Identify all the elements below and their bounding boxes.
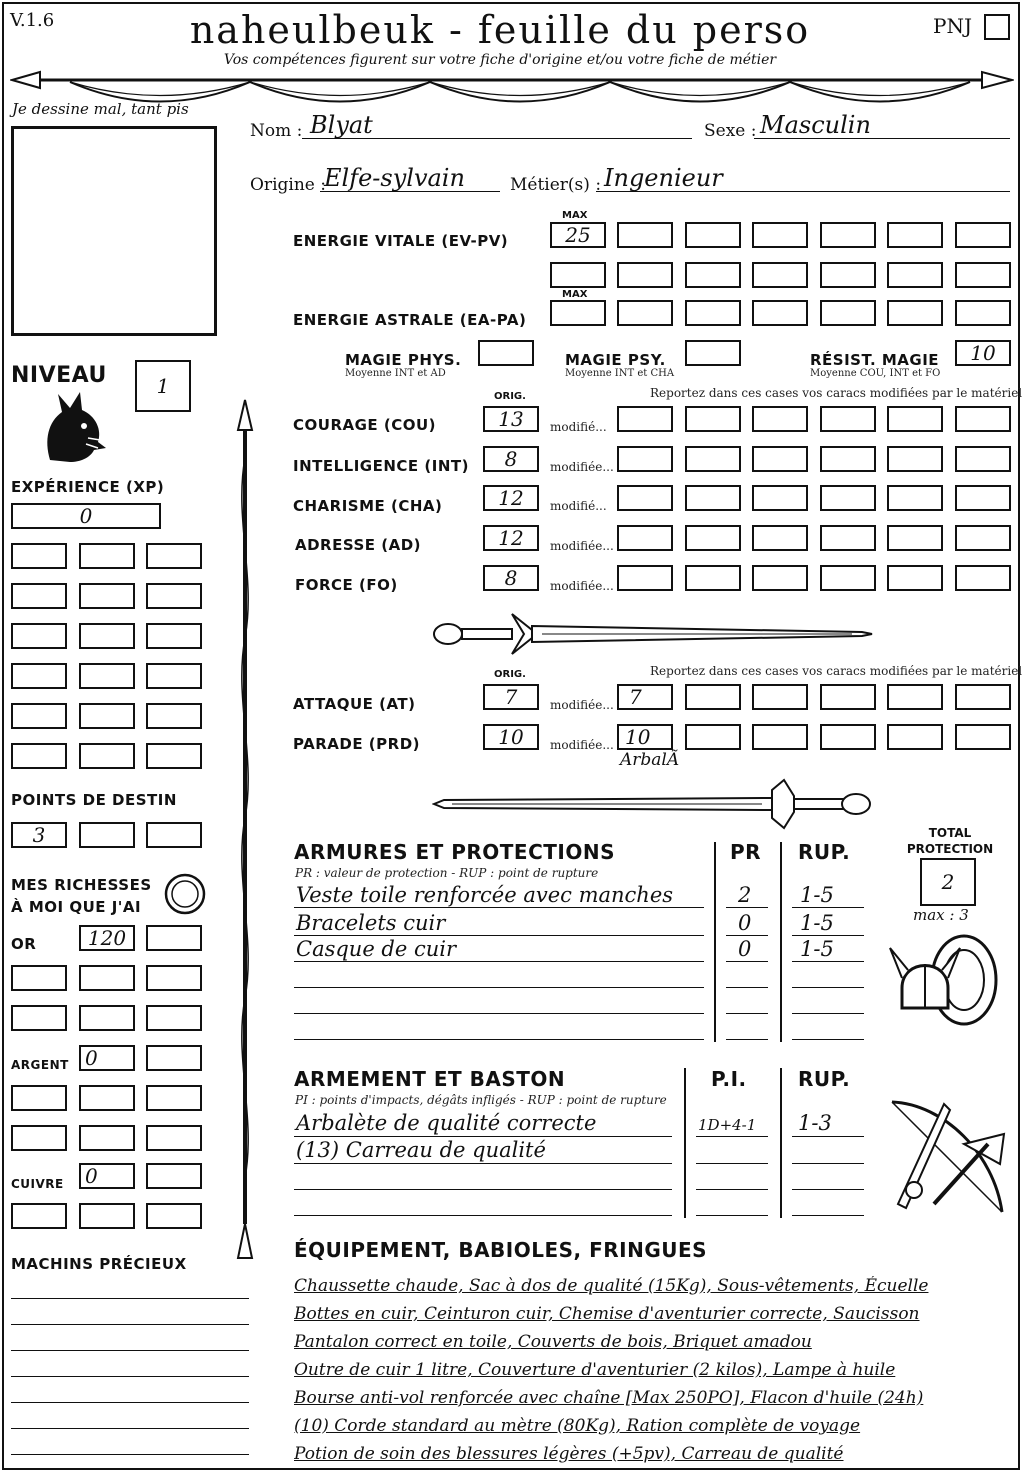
spear-icon (228, 398, 262, 1262)
precious-line[interactable] (11, 1324, 249, 1325)
parry-orig-box[interactable]: 10 (483, 724, 539, 750)
attack-label: ATTAQUE (AT) (293, 695, 416, 713)
silver-box[interactable] (146, 1045, 202, 1071)
resist-magic-note: Moyenne COU, INT et FO (810, 368, 941, 379)
weapon-row-line (294, 1163, 672, 1164)
ea-label: ENERGIE ASTRALE (EA-PA) (293, 311, 527, 329)
ev-box[interactable] (820, 222, 876, 248)
stat-label-adresse: ADRESSE (AD) (295, 536, 422, 554)
ev-box[interactable] (617, 262, 673, 288)
xp-grid-box[interactable] (146, 743, 202, 769)
weapon-row-line (696, 1189, 768, 1190)
stat-mod-box[interactable] (887, 525, 943, 551)
ev-box[interactable] (887, 262, 943, 288)
xp-grid-box[interactable] (79, 743, 135, 769)
gold-box[interactable] (146, 965, 202, 991)
xp-grid-box[interactable] (79, 623, 135, 649)
equipment-line[interactable]: Bottes en cuir, Ceinturon cuir, Chemise d'aventurier correcte, Saucisson (294, 1304, 920, 1324)
stat-mod-box[interactable] (955, 565, 1011, 591)
xp-grid-box[interactable] (146, 623, 202, 649)
silver-box[interactable] (11, 1085, 67, 1111)
parry-mod-box[interactable] (820, 724, 876, 750)
sheet-subtitle: Vos compétences figurent sur votre fiche d'origine et/ou votre fiche de métier (223, 52, 777, 68)
coin-icon (163, 872, 207, 916)
ev-box[interactable] (685, 262, 741, 288)
name-value[interactable]: Blyat (310, 111, 373, 139)
xp-grid-box[interactable] (79, 583, 135, 609)
stat-mod-box[interactable] (617, 565, 673, 591)
stat-mod-box[interactable] (685, 406, 741, 432)
equipment-line[interactable]: (10) Corde standard au mètre (80Kg), Ration complète de voyage (294, 1416, 861, 1436)
ev-max-label: MAX (562, 210, 588, 221)
armor-row-line (792, 1039, 864, 1040)
weapon-row-line (792, 1189, 864, 1190)
silver-box[interactable] (11, 1125, 67, 1151)
parry-mod-box[interactable] (887, 724, 943, 750)
stat-orig-charisma[interactable]: 12 (483, 485, 539, 511)
armor-item-pr[interactable]: 2 (738, 883, 752, 907)
armor-row-line (726, 961, 768, 962)
silver-box[interactable] (146, 1085, 202, 1111)
ev-box[interactable] (887, 222, 943, 248)
stat-label-charisma: CHARISME (CHA) (293, 497, 443, 515)
xp-grid-box[interactable] (11, 663, 67, 689)
armor-row-line (726, 935, 768, 936)
ev-box[interactable] (550, 262, 606, 288)
weapons-title: ARMEMENT ET BASTON (294, 1067, 566, 1091)
precious-line[interactable] (11, 1428, 249, 1429)
armor-row-line (726, 1013, 768, 1014)
armor-item-pr[interactable]: 0 (738, 911, 752, 935)
total-protection-label: TOTAL (928, 826, 972, 840)
ev-box[interactable] (685, 222, 741, 248)
silver-box[interactable] (79, 1085, 135, 1111)
attack-mod-box[interactable] (887, 684, 943, 710)
copper-label: CUIVRE (11, 1177, 64, 1191)
stat-mod-box[interactable] (955, 446, 1011, 472)
attack-mod-box[interactable] (955, 684, 1011, 710)
origin-label: Origine : (250, 175, 326, 195)
armor-rup-header: RUP. (798, 840, 851, 864)
silver-box[interactable]: 0 (79, 1045, 135, 1071)
stat-label-courage: COURAGE (COU) (293, 416, 437, 434)
xp-grid-box[interactable] (146, 583, 202, 609)
stat-mod-box[interactable] (887, 485, 943, 511)
ev-label: ENERGIE VITALE (EV-PV) (293, 232, 509, 250)
weapons-divider (684, 1068, 686, 1218)
magic-phys-note: Moyenne INT et AD (345, 368, 446, 379)
stat-label-force: FORCE (FO) (295, 576, 398, 594)
stat-orig-force[interactable]: 8 (483, 565, 539, 591)
ev-box[interactable] (752, 222, 808, 248)
copper-box[interactable] (79, 1203, 135, 1229)
armor-item-rup[interactable]: 1-5 (800, 883, 834, 907)
job-value[interactable]: Ingenieur (604, 164, 723, 192)
copper-box[interactable] (146, 1203, 202, 1229)
sword-icon (432, 776, 874, 836)
ev-box[interactable] (820, 262, 876, 288)
stat-mod-label: modifiée... (550, 539, 614, 553)
silver-label: ARGENT (11, 1058, 69, 1072)
name-label: Nom : (250, 121, 303, 141)
stat-mod-box[interactable] (955, 525, 1011, 551)
stat-mod-box[interactable] (955, 406, 1011, 432)
armor-row-line (294, 987, 704, 988)
gold-box[interactable]: 120 (79, 925, 135, 951)
xp-grid-box[interactable] (11, 623, 67, 649)
weapons-divider (780, 1068, 782, 1218)
destiny-box[interactable] (146, 822, 202, 848)
equipment-line[interactable]: Potion de soin des blessures légères (+5pv), Carreau de qualité (294, 1444, 844, 1464)
precious-label: MACHINS PRÉCIEUX (11, 1255, 187, 1273)
armor-row-line (726, 907, 768, 908)
magic-psy-label: MAGIE PSY. (565, 351, 666, 369)
xp-box[interactable]: 0 (11, 503, 161, 529)
xp-grid-box[interactable] (11, 583, 67, 609)
version-label: V.1.6 (10, 10, 55, 31)
ea-box[interactable] (752, 300, 808, 326)
xp-grid-box[interactable] (146, 543, 202, 569)
xp-grid-box[interactable] (79, 543, 135, 569)
ea-box[interactable] (685, 300, 741, 326)
weapon-row-line (792, 1215, 864, 1216)
ea-box[interactable] (617, 300, 673, 326)
weapon-row-line (792, 1136, 864, 1137)
parry-mod-box[interactable] (685, 724, 741, 750)
armor-row-line (792, 987, 864, 988)
combat-orig-label: ORIG. (494, 669, 526, 680)
sex-label: Sexe : (704, 121, 757, 141)
wealth-label-2: À MOI QUE J'AI (11, 898, 142, 916)
weapons-rup-header: RUP. (798, 1067, 851, 1091)
combat-report-note: Reportez dans ces cases vos caracs modifiées par le matériel (650, 664, 1023, 678)
equipment-line[interactable]: Outre de cuir 1 litre, Couverture d'aventurier (2 kilos), Lampe à huile (294, 1360, 896, 1380)
armor-item-rup[interactable]: 1-5 (800, 937, 834, 961)
parry-mod-box[interactable] (752, 724, 808, 750)
parry-mod-box[interactable] (955, 724, 1011, 750)
attack-mod-box[interactable] (820, 684, 876, 710)
stat-mod-box[interactable] (820, 406, 876, 432)
stat-mod-box[interactable] (887, 406, 943, 432)
xp-grid-box[interactable] (146, 663, 202, 689)
armor-row-line (294, 1013, 704, 1014)
parry-mod-label: modifiée... (550, 738, 614, 752)
attack-orig-box[interactable]: 7 (483, 684, 539, 710)
magic-psy-note: Moyenne INT et CHA (565, 368, 675, 379)
precious-line[interactable] (11, 1454, 249, 1455)
magic-phys-box[interactable] (478, 340, 534, 366)
weapon-row-line (792, 1163, 864, 1164)
xp-grid-box[interactable] (11, 743, 67, 769)
stat-orig-courage[interactable]: 13 (483, 406, 539, 432)
stat-mod-box[interactable] (617, 485, 673, 511)
stat-orig-intelligence[interactable]: 8 (483, 446, 539, 472)
stat-mod-box[interactable] (887, 565, 943, 591)
armor-row-line (294, 1039, 704, 1040)
stat-mod-box[interactable] (752, 525, 808, 551)
stats-report-note: Reportez dans ces cases vos caracs modifiées par le matériel (650, 386, 1023, 400)
stat-orig-adresse[interactable]: 12 (483, 525, 539, 551)
weapon-row-line (294, 1215, 672, 1216)
stat-mod-box[interactable] (820, 565, 876, 591)
armor-row-line (792, 1013, 864, 1014)
armor-item-pr[interactable]: 0 (738, 937, 752, 961)
xp-grid-box[interactable] (11, 703, 67, 729)
stat-mod-box[interactable] (752, 565, 808, 591)
armor-divider (780, 842, 782, 1042)
portrait-caption: Je dessine mal, tant pis (12, 100, 189, 118)
armor-row-line (792, 935, 864, 936)
stat-mod-box[interactable] (617, 525, 673, 551)
armor-item-rup[interactable]: 1-5 (800, 911, 834, 935)
dragon-icon (40, 390, 106, 464)
armor-row-line (726, 1039, 768, 1040)
stat-mod-box[interactable] (685, 565, 741, 591)
magic-phys-label: MAGIE PHYS. (345, 351, 462, 369)
stat-mod-box[interactable] (617, 406, 673, 432)
stat-mod-label: modifié... (550, 499, 607, 513)
ev-max-box[interactable]: 25 (550, 222, 606, 248)
weapon-row-line (294, 1136, 672, 1137)
silver-box[interactable] (79, 1125, 135, 1151)
armor-row-line (726, 987, 768, 988)
stat-mod-box[interactable] (685, 485, 741, 511)
attack-mod-box[interactable] (752, 684, 808, 710)
weapon-row-line (696, 1215, 768, 1216)
weapons-legend: PI : points d'impacts, dégâts infligés - RUP : point de rupture (295, 1093, 667, 1107)
ea-box[interactable] (887, 300, 943, 326)
sheet-title: naheulbeuk - feuille du perso (189, 8, 811, 52)
pnj-checkbox[interactable] (984, 14, 1010, 40)
stat-mod-box[interactable] (617, 446, 673, 472)
resist-magic-label: RÉSIST. MAGIE (810, 351, 940, 369)
stat-mod-label: modifiée... (550, 460, 614, 474)
copper-box[interactable] (146, 1163, 202, 1189)
weapon-row-line (294, 1189, 672, 1190)
gold-box[interactable] (11, 1005, 67, 1031)
sex-value[interactable]: Masculin (760, 111, 871, 139)
stat-mod-box[interactable] (887, 446, 943, 472)
stat-mod-box[interactable] (752, 406, 808, 432)
gold-box[interactable] (79, 1005, 135, 1031)
ea-max-box[interactable] (550, 300, 606, 326)
ev-box[interactable] (752, 262, 808, 288)
gold-box[interactable] (79, 965, 135, 991)
xp-grid-box[interactable] (79, 703, 135, 729)
parry-label: PARADE (PRD) (293, 735, 421, 753)
gold-label: OR (11, 935, 37, 953)
ev-box[interactable] (617, 222, 673, 248)
armor-row-line (294, 907, 704, 908)
equipment-line[interactable]: Pantalon correct en toile, Couverts de bois, Briquet amadou (294, 1332, 812, 1352)
xp-grid-box[interactable] (79, 663, 135, 689)
copper-box[interactable]: 0 (79, 1163, 135, 1189)
gold-box[interactable] (146, 1005, 202, 1031)
stat-mod-box[interactable] (820, 446, 876, 472)
stat-label-intelligence: INTELLIGENCE (INT) (293, 457, 469, 475)
precious-line[interactable] (11, 1402, 249, 1403)
stat-mod-box[interactable] (820, 485, 876, 511)
armor-row-line (792, 961, 864, 962)
stats-orig-label: ORIG. (494, 391, 526, 402)
origin-value[interactable]: Elfe-sylvain (324, 164, 465, 192)
destiny-box[interactable]: 3 (11, 822, 67, 848)
crossed-weapons-icon (884, 1094, 1010, 1220)
ea-box[interactable] (955, 300, 1011, 326)
xp-grid-box[interactable] (11, 543, 67, 569)
precious-line[interactable] (11, 1350, 249, 1351)
armor-row-line (792, 907, 864, 908)
ea-box[interactable] (820, 300, 876, 326)
level-box[interactable]: 1 (135, 360, 191, 412)
armor-pr-header: PR (730, 840, 762, 864)
wealth-label: MES RICHESSES (11, 876, 152, 894)
parry-mod-note: ArbalÃ (620, 750, 680, 770)
weapon-item-name[interactable]: (13) Carreau de qualité (296, 1138, 546, 1162)
equipment-line[interactable]: Chaussette chaude, Sac à dos de qualité (15Kg), Sous-vêtements, Écuelle (294, 1276, 929, 1296)
parry-mod-box[interactable]: 10 (617, 724, 673, 750)
level-label: NIVEAU (11, 363, 107, 388)
armor-item-name[interactable]: Casque de cuir (296, 937, 457, 961)
weapons-pi-header: P.I. (711, 1067, 747, 1091)
portrait-box[interactable] (11, 126, 217, 336)
armor-row-line (294, 961, 704, 962)
armor-item-name[interactable]: Veste toile renforcée avec manches (296, 883, 674, 907)
weapon-item-pi[interactable]: 1D+4-1 (698, 1116, 757, 1134)
helmet-shield-icon (888, 928, 1000, 1034)
total-protection-label-2: PROTECTION (906, 842, 994, 856)
gold-box[interactable] (11, 965, 67, 991)
stat-mod-box[interactable] (752, 446, 808, 472)
weapon-row-line (696, 1163, 768, 1164)
armor-legend: PR : valeur de protection - RUP : point de rupture (295, 866, 599, 880)
destiny-label: POINTS DE DESTIN (11, 791, 177, 809)
stat-mod-label: modifiée... (550, 579, 614, 593)
armor-divider (714, 842, 716, 1042)
attack-mod-box[interactable] (685, 684, 741, 710)
resist-magic-box[interactable]: 10 (955, 340, 1011, 366)
armor-title: ARMURES ET PROTECTIONS (294, 840, 615, 864)
magic-psy-box[interactable] (685, 340, 741, 366)
armor-row-line (294, 935, 704, 936)
equipment-line[interactable]: Bourse anti-vol renforcée avec chaîne [Max 250PO], Flacon d'huile (24h) (294, 1388, 924, 1408)
total-protection-max: max : 3 (913, 906, 969, 924)
xp-grid-box[interactable] (146, 703, 202, 729)
attack-mod-label: modifiée... (550, 698, 614, 712)
pnj-label: PNJ (933, 14, 972, 38)
stat-mod-label: modifié... (550, 420, 607, 434)
equipment-title: ÉQUIPEMENT, BABIOLES, FRINGUES (294, 1238, 708, 1262)
precious-line[interactable] (11, 1376, 249, 1377)
weapon-row-line (696, 1136, 768, 1137)
precious-line[interactable] (11, 1298, 249, 1299)
weapon-item-name[interactable]: Arbalète de qualité correcte (296, 1111, 597, 1135)
destiny-box[interactable] (79, 822, 135, 848)
ev-box[interactable] (955, 222, 1011, 248)
ev-box[interactable] (955, 262, 1011, 288)
stat-mod-box[interactable] (955, 485, 1011, 511)
job-label: Métier(s) : (510, 175, 602, 195)
attack-mod-box[interactable]: 7 (617, 684, 673, 710)
total-protection-box[interactable]: 2 (920, 858, 976, 906)
ea-max-label: MAX (562, 289, 588, 300)
xp-label: EXPÉRIENCE (XP) (11, 478, 165, 496)
silver-box[interactable] (146, 1125, 202, 1151)
stat-mod-box[interactable] (685, 446, 741, 472)
armor-item-name[interactable]: Bracelets cuir (296, 911, 446, 935)
stat-mod-box[interactable] (820, 525, 876, 551)
weapon-item-rup[interactable]: 1-3 (798, 1111, 832, 1135)
copper-box[interactable] (11, 1203, 67, 1229)
stat-mod-box[interactable] (685, 525, 741, 551)
stat-mod-box[interactable] (752, 485, 808, 511)
sword-icon (432, 610, 874, 658)
gold-box[interactable] (146, 925, 202, 951)
